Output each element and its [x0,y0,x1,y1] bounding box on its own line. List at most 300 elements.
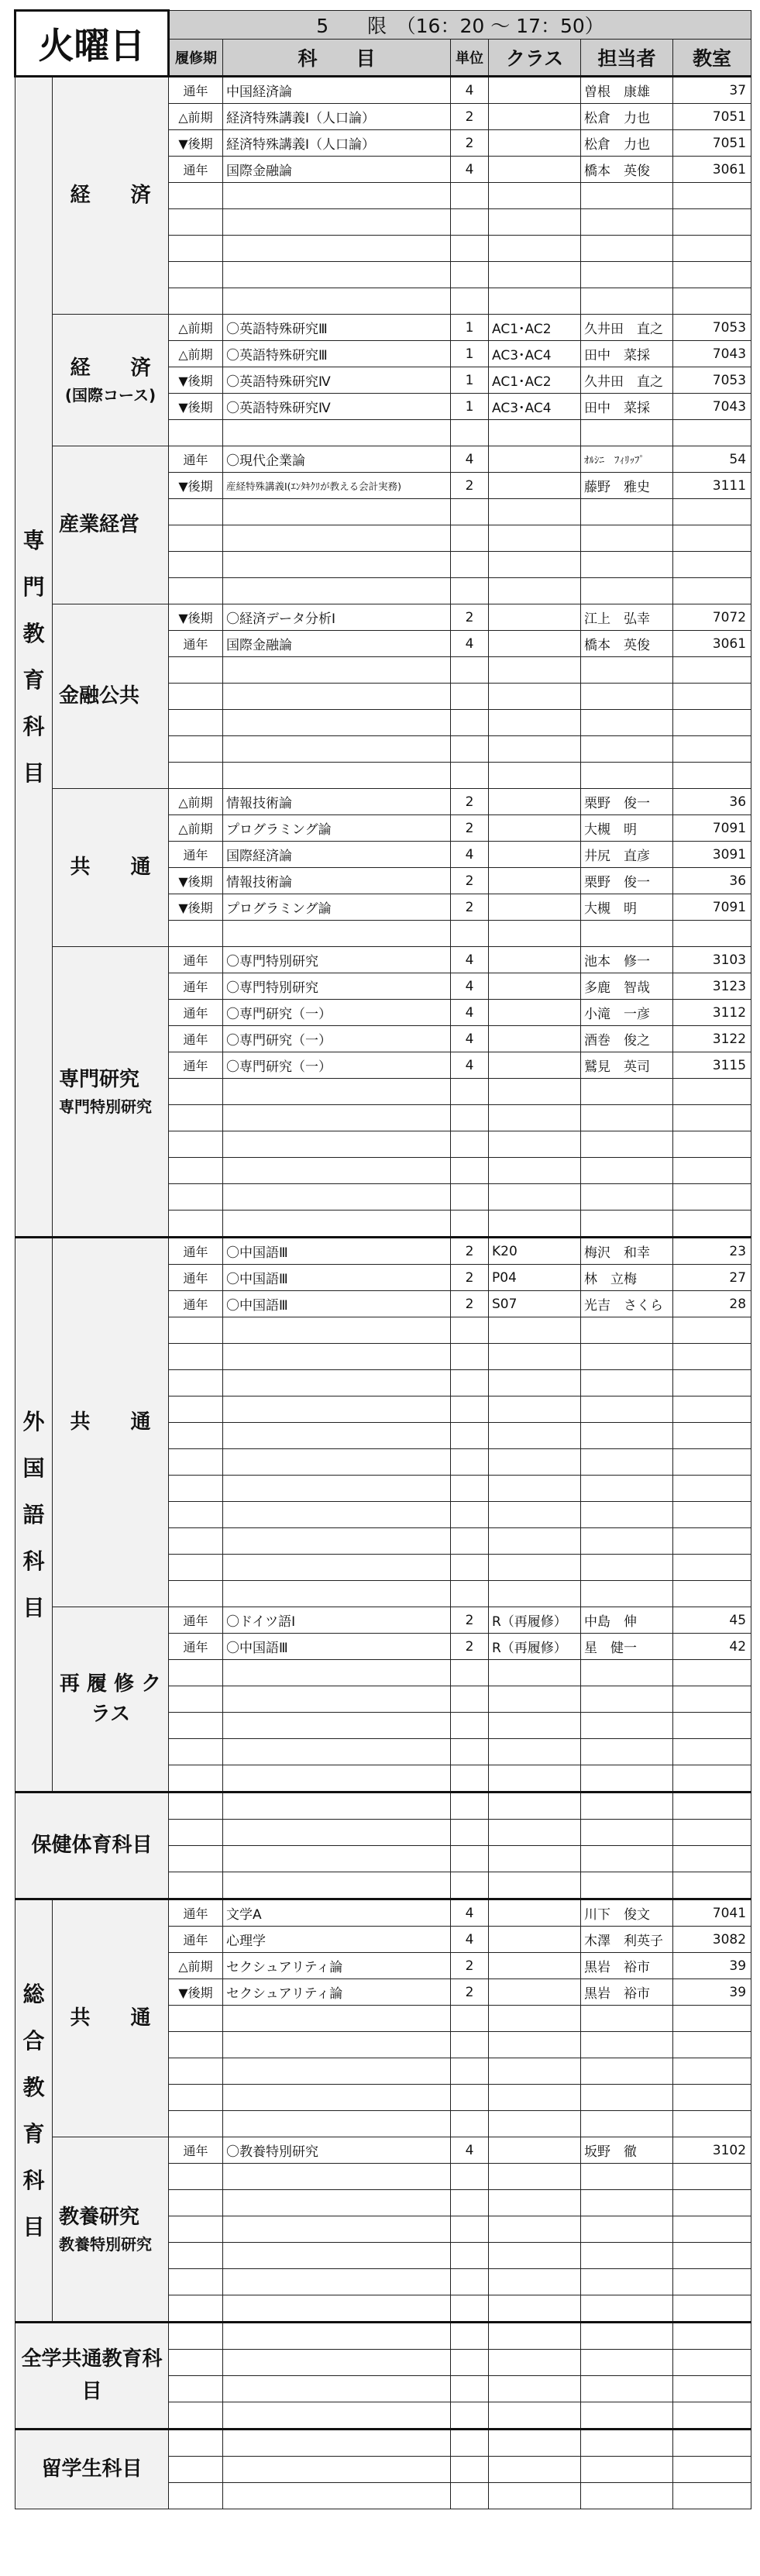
dept-sogo_kyotsu: 共 通 [53,1899,169,2137]
col-term: 履修期 [169,40,223,77]
room-cell [673,236,751,262]
room-cell [673,1793,751,1820]
subject-cell [223,1528,451,1555]
category-sogo [15,1899,53,2323]
table-row [15,947,751,973]
dept-gai_kyotsu: 共 通 [53,1238,169,1607]
term-cell: 通年 [169,1265,223,1291]
category-char: 目 [22,1594,45,1620]
term-cell [169,2269,223,2295]
units-cell [451,684,489,710]
term-cell: ▼後期 [169,394,223,420]
teacher-cell [581,1396,673,1423]
class-cell [489,1555,581,1581]
teacher-cell [581,1713,673,1739]
category-char: 外 [22,1408,45,1434]
room-cell: 3111 [673,473,751,499]
category-char: 専 [22,527,45,553]
room-cell [673,2032,751,2058]
subject-cell [223,262,451,288]
room-cell: 7053 [673,367,751,394]
subject-cell: 情報技術論 [223,789,451,815]
subject-cell [223,763,451,789]
room-cell: 7091 [673,815,751,842]
class-cell [489,2402,581,2430]
subject-cell [223,552,451,578]
teacher-cell: 松倉 力也 [581,104,673,130]
subject-cell [223,2402,451,2430]
class-cell [489,736,581,763]
term-cell: 通年 [169,1000,223,1026]
dept-senmon [53,947,169,1238]
term-cell [169,288,223,315]
term-cell: ▼後期 [169,473,223,499]
units-cell [451,1713,489,1739]
subject-cell: 〇専門特別研究 [223,947,451,973]
room-cell: 7041 [673,1899,751,1927]
room-cell: 7051 [673,104,751,130]
term-cell: △前期 [169,341,223,367]
subject-cell [223,1502,451,1528]
class-cell [489,2376,581,2402]
room-cell [673,209,751,236]
dept-subtitle: 専門特別研究 [59,1097,152,1116]
class-cell: P04 [489,1265,581,1291]
class-cell [489,262,581,288]
teacher-cell: 光吉 さくら [581,1291,673,1317]
class-cell [489,420,581,446]
class-cell [489,288,581,315]
teacher-cell [581,1131,673,1158]
teacher-cell [581,2085,673,2111]
units-cell [451,1765,489,1793]
category-gaikokugo [15,1238,53,1793]
class-cell [489,1581,581,1607]
room-cell [673,1555,751,1581]
class-cell [489,1765,581,1793]
category-zengaku: 全学共通教育科目 [15,2323,169,2430]
units-cell: 4 [451,1052,489,1079]
teacher-cell: 橋本 英俊 [581,631,673,657]
subject-cell [223,921,451,947]
subject-cell: 〇専門研究（一） [223,1000,451,1026]
class-cell [489,1396,581,1423]
subject-cell [223,1370,451,1396]
teacher-cell [581,1423,673,1449]
timetable [14,9,751,2509]
room-cell [673,1449,751,1476]
units-cell [451,209,489,236]
room-cell [673,2164,751,2190]
category-ryugakusei: 留学生科目 [15,2430,169,2509]
room-cell [673,1872,751,1899]
teacher-cell: 黒岩 裕市 [581,1979,673,2006]
room-cell: 3112 [673,1000,751,1026]
room-cell [673,420,751,446]
subject-cell: 文学A [223,1899,451,1927]
teacher-cell: 井尻 直彦 [581,842,673,868]
room-cell [673,2350,751,2376]
teacher-cell: 久井田 直之 [581,367,673,394]
term-cell: 通年 [169,157,223,183]
room-cell: 7053 [673,315,751,341]
subject-cell [223,2111,451,2137]
class-cell [489,1476,581,1502]
units-cell [451,1449,489,1476]
class-cell [489,499,581,525]
class-cell [489,2006,581,2032]
room-cell: 7051 [673,130,751,157]
room-cell: 3061 [673,631,751,657]
class-cell [489,157,581,183]
dept-title: 専門研究 [59,1068,140,1091]
class-cell [489,2137,581,2164]
units-cell: 2 [451,789,489,815]
class-cell [489,1000,581,1026]
room-cell: 7072 [673,604,751,631]
teacher-cell [581,2032,673,2058]
table-row [15,446,751,473]
dept-title: 教養研究 [59,2206,140,2229]
room-cell [673,1131,751,1158]
units-cell [451,2457,489,2483]
class-cell [489,1899,581,1927]
room-cell: 3122 [673,1026,751,1052]
term-cell: ▼後期 [169,1979,223,2006]
room-cell [673,578,751,604]
units-cell: 4 [451,1000,489,1026]
term-cell [169,1317,223,1344]
subject-cell [223,288,451,315]
units-cell: 2 [451,1979,489,2006]
units-cell [451,1846,489,1872]
teacher-cell [581,2430,673,2457]
room-cell [673,2430,751,2457]
class-cell [489,2269,581,2295]
subject-cell [223,1581,451,1607]
units-cell [451,2243,489,2269]
category-char: 語 [22,1501,45,1527]
class-cell: K20 [489,1238,581,1265]
class-cell [489,1953,581,1979]
term-cell: 通年 [169,1291,223,1317]
subject-cell: セクシュアリティ論 [223,1979,451,2006]
category-char: 教 [22,620,45,646]
teacher-cell [581,262,673,288]
teacher-cell: 酒巻 俊之 [581,1026,673,1052]
units-cell [451,1555,489,1581]
units-cell [451,1528,489,1555]
subject-cell [223,1079,451,1105]
term-cell: 通年 [169,77,223,104]
term-cell: 通年 [169,1052,223,1079]
term-cell: ▼後期 [169,130,223,157]
teacher-cell: 橋本 英俊 [581,157,673,183]
class-cell [489,2164,581,2190]
subject-cell [223,1872,451,1899]
room-cell [673,657,751,684]
units-cell [451,1686,489,1713]
units-cell: 2 [451,868,489,894]
term-cell [169,684,223,710]
units-cell [451,525,489,552]
room-cell [673,1476,751,1502]
teacher-cell [581,2164,673,2190]
teacher-cell [581,236,673,262]
term-cell [169,1131,223,1158]
subject-cell: 〇専門特別研究 [223,973,451,1000]
subject-cell: 〇英語特殊研究Ⅳ [223,367,451,394]
room-cell [673,2243,751,2269]
teacher-cell [581,2402,673,2430]
term-cell [169,710,223,736]
table-row [15,2323,751,2350]
dept-kyoyo [53,2137,169,2323]
term-cell [169,2430,223,2457]
term-cell [169,1476,223,1502]
room-cell [673,2295,751,2323]
table-row [15,315,751,341]
teacher-cell [581,1370,673,1396]
units-cell: 4 [451,973,489,1000]
units-cell [451,736,489,763]
term-cell [169,2243,223,2269]
teacher-cell [581,657,673,684]
units-cell [451,1820,489,1846]
units-cell [451,183,489,209]
class-cell [489,894,581,921]
class-cell [489,1131,581,1158]
room-cell: 7043 [673,341,751,367]
units-cell [451,2085,489,2111]
units-cell: 2 [451,1634,489,1660]
teacher-cell [581,1793,673,1820]
term-cell [169,2190,223,2216]
subject-cell [223,1765,451,1793]
subject-cell [223,2295,451,2323]
dept-keizai: 経 済 [53,77,169,315]
teacher-cell [581,763,673,789]
term-cell [169,2111,223,2137]
class-cell [489,868,581,894]
room-cell: 7043 [673,394,751,420]
subject-cell: 〇中国語Ⅲ [223,1265,451,1291]
subject-cell: 〇中国語Ⅲ [223,1238,451,1265]
teacher-cell: 栗野 俊一 [581,868,673,894]
subject-cell: 〇現代企業論 [223,446,451,473]
term-cell [169,1660,223,1686]
room-cell [673,1502,751,1528]
teacher-cell: 池本 修一 [581,947,673,973]
room-cell [673,1820,751,1846]
units-cell [451,2323,489,2350]
term-cell [169,2006,223,2032]
units-cell [451,1872,489,1899]
room-cell [673,1079,751,1105]
room-cell [673,1528,751,1555]
subject-cell: 〇英語特殊研究Ⅲ [223,341,451,367]
teacher-cell [581,183,673,209]
class-cell [489,947,581,973]
units-cell [451,1079,489,1105]
col-subject: 科 目 [223,40,451,77]
units-cell: 1 [451,341,489,367]
term-cell [169,2376,223,2402]
subject-cell [223,2085,451,2111]
teacher-cell [581,1158,673,1184]
teacher-cell: 多鹿 智哉 [581,973,673,1000]
subject-cell: プログラミング論 [223,894,451,921]
subject-cell [223,2457,451,2483]
teacher-cell [581,1820,673,1846]
class-cell [489,578,581,604]
teacher-cell: 江上 弘幸 [581,604,673,631]
teacher-cell [581,2190,673,2216]
room-cell [673,1317,751,1344]
subject-cell: 〇経済データ分析Ⅰ [223,604,451,631]
room-cell [673,2085,751,2111]
subject-cell: プログラミング論 [223,815,451,842]
day-title: 火曜日 [15,11,169,77]
term-cell: △前期 [169,104,223,130]
term-cell [169,921,223,947]
subject-cell: 〇中国語Ⅲ [223,1291,451,1317]
class-cell [489,1686,581,1713]
units-cell [451,1476,489,1502]
term-cell: ▼後期 [169,367,223,394]
class-cell [489,446,581,473]
subject-cell [223,2164,451,2190]
teacher-cell: 大槻 明 [581,815,673,842]
room-cell [673,1370,751,1396]
units-cell [451,288,489,315]
room-cell [673,1105,751,1131]
units-cell: 2 [451,815,489,842]
subject-cell [223,209,451,236]
units-cell: 2 [451,1953,489,1979]
term-cell [169,1686,223,1713]
class-cell [489,1052,581,1079]
room-cell [673,499,751,525]
teacher-cell: 林 立梅 [581,1265,673,1291]
category-char: 門 [22,573,45,600]
units-cell [451,1184,489,1211]
units-cell: 2 [451,104,489,130]
category-char: 科 [22,2167,45,2193]
term-cell: ▼後期 [169,894,223,921]
room-cell [673,2457,751,2483]
subject-cell [223,183,451,209]
teacher-cell [581,2058,673,2085]
units-cell: 2 [451,1238,489,1265]
teacher-cell: 梅沢 和幸 [581,1238,673,1265]
teacher-cell [581,1079,673,1105]
subject-cell [223,1396,451,1423]
subject-cell [223,710,451,736]
term-cell: 通年 [169,842,223,868]
category-char: 育 [22,2120,45,2147]
teacher-cell [581,2006,673,2032]
dept-subtitle: 教養特別研究 [59,2235,152,2254]
category-senmon [15,77,53,1238]
class-cell [489,77,581,104]
room-cell [673,921,751,947]
room-cell [673,736,751,763]
units-cell [451,578,489,604]
class-cell [489,1370,581,1396]
class-cell [489,1713,581,1739]
table-row [15,2137,751,2164]
room-cell [673,2376,751,2402]
teacher-cell: 田中 菜採 [581,341,673,367]
term-cell [169,1105,223,1131]
room-cell [673,1739,751,1765]
subject-cell [223,1793,451,1820]
category-char: 科 [22,713,45,739]
units-cell [451,2032,489,2058]
term-cell [169,578,223,604]
term-cell [169,2483,223,2509]
term-cell: 通年 [169,1899,223,1927]
term-cell [169,1713,223,1739]
class-cell [489,1660,581,1686]
class-cell [489,1449,581,1476]
class-cell [489,763,581,789]
subject-cell [223,1423,451,1449]
teacher-cell [581,1765,673,1793]
dept-keizai_intl [53,315,169,446]
class-cell [489,236,581,262]
subject-cell: 心理学 [223,1927,451,1953]
class-cell [489,2457,581,2483]
term-cell [169,1079,223,1105]
term-cell [169,2085,223,2111]
term-cell: ▼後期 [169,868,223,894]
teacher-cell [581,2243,673,2269]
teacher-cell [581,1449,673,1476]
class-cell [489,1105,581,1131]
class-cell [489,2058,581,2085]
class-cell [489,473,581,499]
subject-cell: セクシュアリティ論 [223,1953,451,1979]
period-header: 5 限 （16：20 ～ 17：50） [169,11,751,40]
units-cell: 1 [451,367,489,394]
subject-cell [223,2323,451,2350]
teacher-cell: 小滝 一彦 [581,1000,673,1026]
term-cell: 通年 [169,1238,223,1265]
class-cell [489,1820,581,1846]
units-cell [451,2402,489,2430]
term-cell: △前期 [169,1953,223,1979]
class-cell [489,973,581,1000]
units-cell [451,2376,489,2402]
teacher-cell [581,1555,673,1581]
room-cell [673,2058,751,2085]
units-cell: 2 [451,894,489,921]
room-cell [673,1581,751,1607]
teacher-cell [581,1686,673,1713]
subject-cell [223,2190,451,2216]
term-cell [169,1739,223,1765]
subject-cell: 〇教養特別研究 [223,2137,451,2164]
teacher-cell [581,1581,673,1607]
teacher-cell [581,525,673,552]
units-cell [451,657,489,684]
room-cell [673,1344,751,1370]
term-cell [169,1344,223,1370]
class-cell [489,684,581,710]
teacher-cell [581,1502,673,1528]
